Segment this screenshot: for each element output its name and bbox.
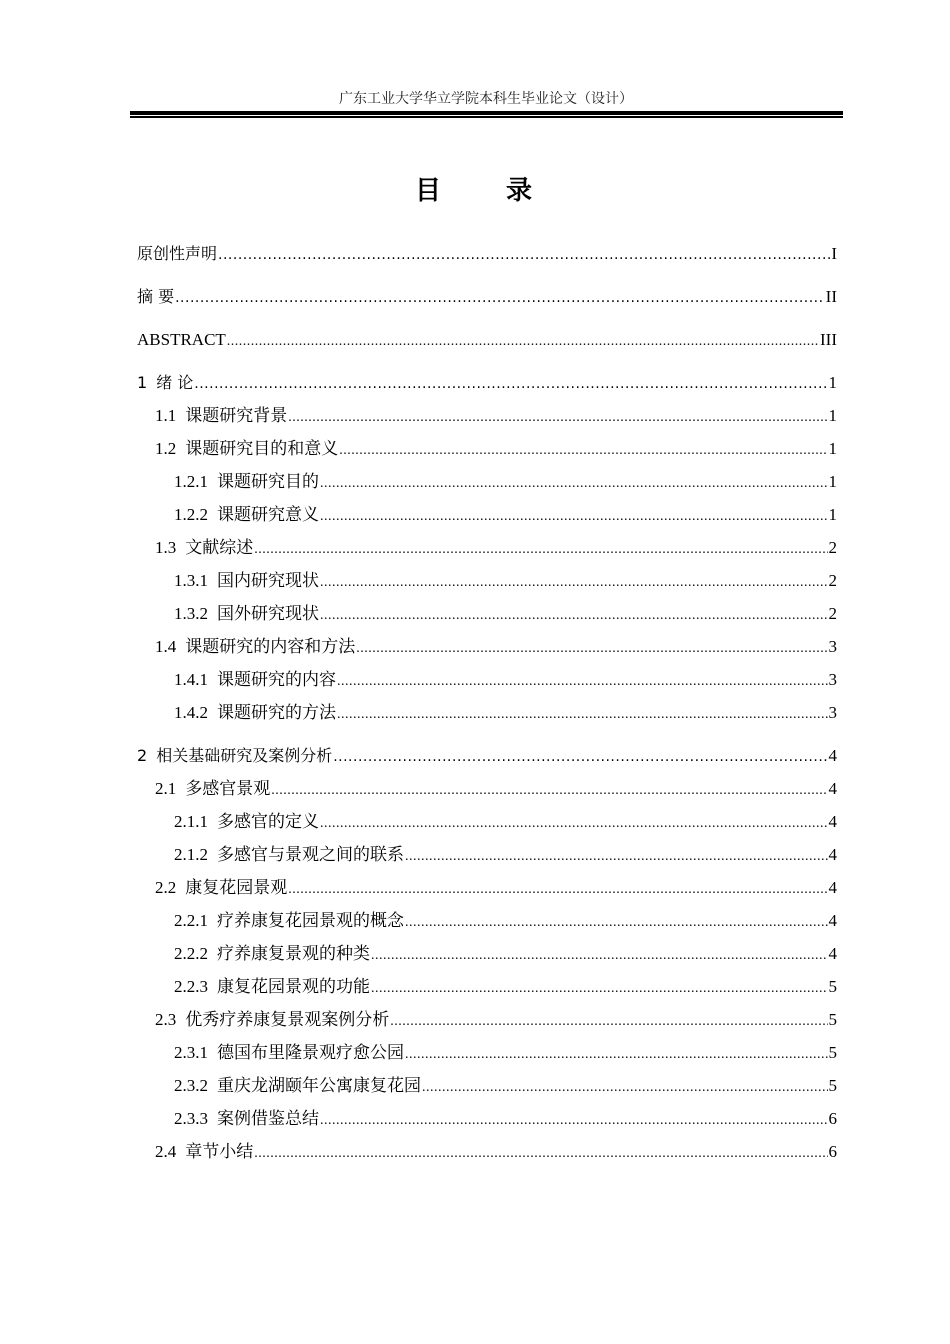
dot-leader: [320, 807, 828, 840]
toc-entry-page: 2: [828, 538, 837, 557]
dot-leader: [320, 599, 828, 632]
toc-entry-label: 多感官景观: [185, 779, 271, 798]
dot-leader: [227, 325, 819, 358]
toc-entry-number: 2.3.2: [174, 1076, 208, 1095]
toc-entry-number: 1.2.1: [174, 472, 208, 491]
toc-entry[interactable]: [137, 432, 837, 465]
toc-entry[interactable]: [137, 564, 837, 597]
toc-entry-page: 1: [828, 505, 837, 524]
toc-entry[interactable]: [137, 970, 837, 1003]
dot-leader: [288, 401, 827, 434]
toc-entry-page: I: [831, 244, 837, 263]
toc-entry-number: 1.1: [155, 406, 177, 425]
toc-entry-label: 康复花园景观的功能: [217, 977, 370, 996]
toc-entry-number: 1.2.2: [174, 505, 208, 524]
header-rule-thin: [130, 116, 843, 118]
dot-leader: [390, 1005, 827, 1038]
dot-leader: [339, 434, 827, 467]
table-of-contents: [137, 237, 837, 1168]
dot-leader: [422, 1071, 828, 1104]
dot-leader: [333, 741, 827, 774]
toc-entry-label: 优秀疗养康复景观案例分析: [185, 1010, 390, 1029]
dot-leader: [218, 239, 830, 272]
toc-entry-page: 2: [828, 571, 837, 590]
toc-entry-label: 课题研究意义: [217, 505, 319, 524]
toc-entry-page: 3: [828, 670, 837, 689]
toc-entry-page: 6: [828, 1142, 837, 1161]
toc-entry-label: 文献综述: [185, 538, 254, 557]
dot-leader: [405, 1038, 828, 1071]
toc-entry[interactable]: [137, 1069, 837, 1102]
toc-entry-label: 课题研究的方法: [217, 703, 336, 722]
toc-entry-number: 1: [137, 373, 148, 392]
toc-entry-label: 案例借鉴总结: [217, 1109, 319, 1128]
toc-entry-number: 1.3: [155, 538, 177, 557]
toc-entry[interactable]: [137, 663, 837, 696]
running-header: 广东工业大学华立学院本科生毕业论文（设计）: [339, 92, 633, 107]
toc-entry[interactable]: [137, 366, 837, 399]
toc-entry-number: 2.2.2: [174, 944, 208, 963]
toc-entry-label: 多感官与景观之间的联系: [217, 845, 404, 864]
toc-entry-page: 1: [828, 472, 837, 491]
toc-entry[interactable]: [137, 696, 837, 729]
toc-entry[interactable]: [137, 772, 837, 805]
toc-entry-label: 疗养康复花园景观的概念: [217, 911, 404, 930]
dot-leader: [337, 698, 828, 731]
toc-entry-number: 1.4.2: [174, 703, 208, 722]
dot-leader: [405, 906, 828, 939]
toc-entry[interactable]: [137, 498, 837, 531]
toc-entry[interactable]: [137, 630, 837, 663]
toc-entry-number: 1.3.1: [174, 571, 208, 590]
dot-leader: [254, 533, 827, 566]
toc-entry[interactable]: [137, 597, 837, 630]
toc-entry-label: 课题研究目的: [217, 472, 319, 491]
toc-entry-label: 课题研究的内容: [217, 670, 336, 689]
toc-entry-page: 2: [828, 604, 837, 623]
toc-entry-label: 原创性声明: [137, 244, 218, 263]
toc-entry-page: 5: [828, 977, 837, 996]
toc-entry-label: ABSTRACT: [137, 330, 226, 349]
toc-entry[interactable]: [137, 280, 837, 313]
toc-entry-label: 国内研究现状: [217, 571, 319, 590]
toc-entry[interactable]: [137, 1003, 837, 1036]
toc-entry[interactable]: [137, 1135, 837, 1168]
toc-entry[interactable]: [137, 871, 837, 904]
toc-entry-number: 2.3: [155, 1010, 177, 1029]
toc-entry[interactable]: [137, 904, 837, 937]
dot-leader: [371, 939, 828, 972]
toc-entry[interactable]: [137, 465, 837, 498]
toc-entry-page: 1: [828, 406, 837, 425]
toc-entry-label: 疗养康复景观的种类: [217, 944, 370, 963]
dot-leader: [320, 566, 828, 599]
toc-entry-number: 1.4: [155, 637, 177, 656]
header-rule-thick: [130, 111, 843, 115]
toc-entry-label: 多感官的定义: [217, 812, 319, 831]
toc-entry-label: 相关基础研究及案例分析: [156, 746, 333, 765]
toc-entry-page: 5: [828, 1043, 837, 1062]
toc-entry-number: 2.2: [155, 878, 177, 897]
toc-entry-page: 4: [828, 812, 837, 831]
toc-entry-number: 2.1.2: [174, 845, 208, 864]
toc-entry-label: 章节小结: [185, 1142, 254, 1161]
toc-entry[interactable]: [137, 237, 837, 270]
toc-entry-page: 5: [828, 1076, 837, 1095]
toc-entry-label: 课题研究的内容和方法: [185, 637, 356, 656]
toc-entry-page: 1: [828, 373, 837, 392]
dot-leader: [356, 632, 827, 665]
page-title: 目 录: [414, 176, 561, 206]
toc-entry-number: 2.3.1: [174, 1043, 208, 1062]
toc-entry-page: 4: [828, 746, 837, 765]
dot-leader: [371, 972, 828, 1005]
dot-leader: [320, 1104, 828, 1137]
toc-entry-label: 课题研究目的和意义: [185, 439, 339, 458]
toc-entry-page: III: [820, 330, 837, 349]
dot-leader: [320, 500, 828, 533]
toc-entry-label: 国外研究现状: [217, 604, 319, 623]
toc-entry-page: 1: [828, 439, 837, 458]
toc-entry-number: 2.2.3: [174, 977, 208, 996]
toc-entry[interactable]: [137, 937, 837, 970]
toc-entry-label: 课题研究背景: [185, 406, 288, 425]
toc-entry[interactable]: [137, 531, 837, 564]
toc-entry[interactable]: [137, 739, 837, 772]
toc-entry-page: II: [825, 287, 837, 306]
dot-leader: [271, 774, 827, 807]
toc-entry-label: 摘 要: [137, 287, 175, 306]
toc-entry-page: 4: [828, 911, 837, 930]
toc-entry[interactable]: [137, 838, 837, 871]
toc-entry-label: 绪 论: [156, 373, 194, 392]
dot-leader: [320, 467, 828, 500]
dot-leader: [194, 368, 827, 401]
toc-entry-page: 3: [828, 637, 837, 656]
toc-entry-number: 2.2.1: [174, 911, 208, 930]
toc-entry-page: 5: [828, 1010, 837, 1029]
toc-entry-number: 1.4.1: [174, 670, 208, 689]
toc-entry[interactable]: [137, 805, 837, 838]
toc-entry[interactable]: [137, 323, 837, 356]
toc-entry-number: 2.4: [155, 1142, 177, 1161]
toc-entry-page: 6: [828, 1109, 837, 1128]
toc-entry-page: 4: [828, 845, 837, 864]
toc-entry-page: 4: [828, 944, 837, 963]
toc-entry-number: 1.3.2: [174, 604, 208, 623]
dot-leader: [288, 873, 827, 906]
toc-entry-number: 1.2: [155, 439, 177, 458]
toc-entry-page: 4: [828, 878, 837, 897]
toc-entry-number: 2: [137, 746, 148, 765]
dot-leader: [405, 840, 828, 873]
toc-entry-label: 德国布里隆景观疗愈公园: [217, 1043, 404, 1062]
dot-leader: [337, 665, 828, 698]
toc-entry-page: 3: [828, 703, 837, 722]
toc-entry-page: 4: [828, 779, 837, 798]
toc-entry-number: 2.1.1: [174, 812, 208, 831]
toc-entry-number: 2.1: [155, 779, 177, 798]
toc-entry-label: 重庆龙湖颐年公寓康复花园: [217, 1076, 421, 1095]
toc-entry[interactable]: [137, 1102, 837, 1135]
dot-leader: [254, 1137, 827, 1170]
toc-entry-number: 2.3.3: [174, 1109, 208, 1128]
toc-entry-label: 康复花园景观: [185, 878, 288, 897]
dot-leader: [175, 282, 825, 315]
toc-entry[interactable]: [137, 1036, 837, 1069]
toc-entry[interactable]: [137, 399, 837, 432]
